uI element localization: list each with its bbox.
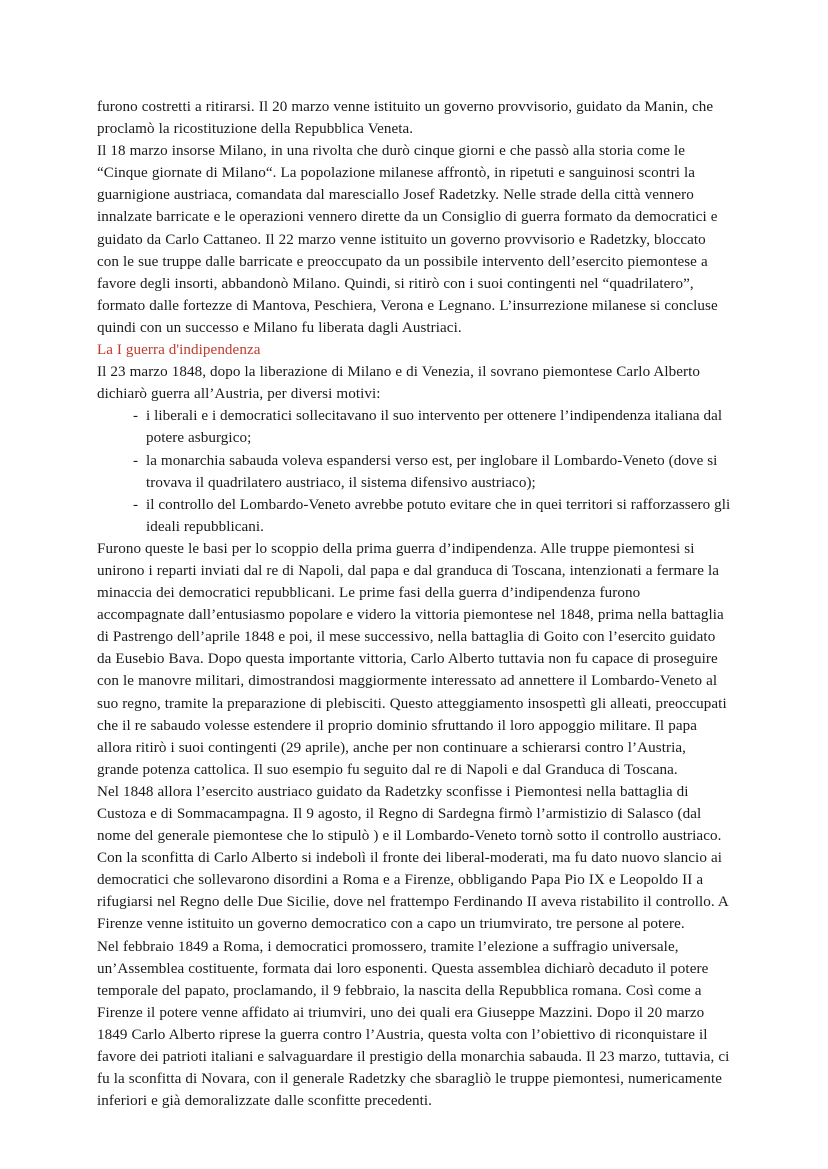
paragraph: Il 23 marzo 1848, dopo la liberazione di Milano e di Venezia, il sovrano piemontese Carlo Alberto dichiarò guerra all’Austria, per diversi motivi: [97,364,700,403]
paragraph: Nel febbraio 1849 a Roma, i democratici promossero, tramite l’elezione a suffragio universale, un’Assemblea costituente, formata dai loro esponenti. Questa assemblea dichiarò decaduto il potere temporale del papato, proclamando, il 9 febbraio, la nascita della Repubblica romana. Così come a Firenze il potere venne affidato ai triumviri, uno dei quali era Giuseppe Mazzini. Dopo il 20 marzo 1849 Carlo Alberto riprese la guerra contro l’Austria, questa volta con l’obiettivo di riconquistare il favore dei patrioti italiani e salvaguardare il prestigio della monarchia sabauda. Il 23 marzo, tuttavia, ci fu la sconfitta di Novara, con il generale Radetzky che sbaragliò le truppe piemontesi, numericamente inferiori e già demoralizzate dalle sconfitte precedenti. [97,938,730,1110]
paragraph: Il 18 marzo insorse Milano, in una rivolta che durò cinque giorni e che passò alla storia come le “Cinque giornate di Milano“. La popolazione milanese affrontò, in ripetuti e sanguinosi scontri la guarnigione austriaca, comandata dal maresciallo Josef Radetzky. Nelle strade della città vennero innalzate barricate e le operazioni vennero dirette da un Consiglio di guerra formato da democratici e guidato da Carlo Cattaneo. Il 22 marzo venne istituito un governo provvisorio e Radetzky, bloccato con le sue truppe dalle barricate e preoccupato da un possibile intervento dell’esercito piemontese a favore degli insorti, abbandonò Milano. Quindi, si ritirò con i suoi contingenti nel “quadrilatero”, formato dalle fortezze di Mantova, Peschiera, Verona e Legnano. L’insurrezione milanese si concluse quindi con un successo e Milano fu liberata dagli Austriaci. [97,143,718,336]
list-item-text: il controllo del Lombardo-Veneto avrebbe potuto evitare che in quei territori si rafforzassero gli ideali repubblicani. [146,496,731,535]
bullet-list [97,405,731,538]
paragraph: Furono queste le basi per lo scoppio della prima guerra d’indipendenza. Alle truppe piemontesi si unirono i reparti inviati dal re di Napoli, dal papa e dal granduca di Toscana, intenzionati a fermare la minaccia dei democratici repubblicani. Le prime fasi della guerra d’indipendenza furono accompagnate dall’entusiasmo popolare e videro la vittoria piemontese nel 1848, prima nella battaglia di Pastrengo dell’aprile 1848 e poi, il mese successivo, nella battaglia di Goito con l’esercito guidato da Eusebio Bava. Dopo questa importante vittoria, Carlo Alberto tuttavia non fu capace di proseguire con le manovre militari, dimostrandosi maggiormente interessato ad annettere il Lombardo-Veneto al suo regno, tramite la preparazione di plebisciti. Questo atteggiamento insospettì gli alleati, preoccupati che il re sabaudo volesse estendere il proprio dominio sfruttando il loro appoggio militare. Il papa allora ritirò i suoi contingenti (29 aprile), anche per non continuare a schierarsi contro l’Austria, grande potenza cattolica. Il suo esempio fu seguito dal re di Napoli e dal Granduca di Toscana. [97,540,727,778]
list-item [97,450,731,494]
document-text-body [97,96,731,1112]
paragraph: Nel 1848 allora l’esercito austriaco guidato da Radetzky sconfisse i Piemontesi nella battaglia di Custoza e di Sommacampagna. Il 9 agosto, il Regno di Sardegna firmò l’armistizio di Salasco (dal nome del generale piemontese che lo stipulò ) e il Lombardo-Veneto tornò sotto il controllo austriaco. Con la sconfitta di Carlo Alberto si indebolì il fronte dei liberal-moderati, ma fu dato nuovo slancio ai democratici che sollevarono disordini a Roma e a Firenze, obbligando Papa Pio IX e Leopoldo II a rifugiarsi nel Regno delle Due Sicilie, dove nel frattempo Ferdinando II aveva ristabilito il controllo. A Firenze venne istituito un governo democratico con a capo un triumvirato, tre persone al potere. [97,783,729,933]
list-marker-dash-icon: - [133,408,139,425]
list-item [97,494,731,538]
section-heading: La I guerra d'indipendenza [97,342,261,359]
list-marker-dash-icon: - [133,496,139,513]
list-item-text: la monarchia sabauda voleva espandersi verso est, per inglobare il Lombardo-Veneto (dove si trovava il quadrilatero austriaco, il sistema difensivo austriaco); [146,452,718,491]
paragraph: furono costretti a ritirarsi. Il 20 marzo venne istituito un governo provvisorio, guidato da Manin, che proclamò la ricostituzione della Repubblica Veneta. [97,99,714,138]
list-item-text: i liberali e i democratici sollecitavano il suo intervento per ottenere l’indipendenza italiana dal potere asburgico; [146,408,723,447]
list-marker-dash-icon: - [133,452,139,469]
list-item [97,405,731,449]
